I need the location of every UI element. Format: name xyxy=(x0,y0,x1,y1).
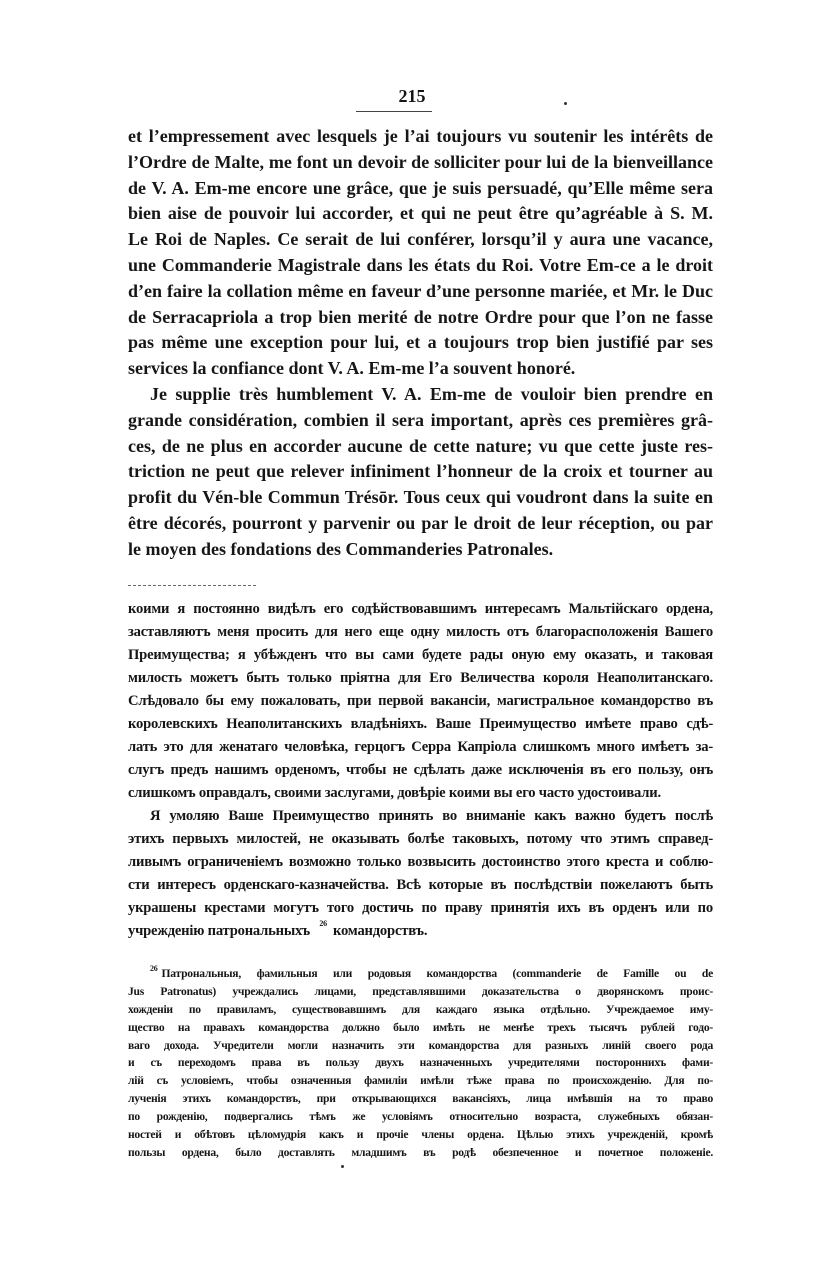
text-line: ливымъ ограниченіемъ возможно только возвысить достоинство этого креста и соблю- xyxy=(128,854,713,870)
french-text xyxy=(128,124,713,563)
text-line: украшены крестами могутъ того достичь по праву принятія ихъ въ орденъ или по xyxy=(128,900,713,916)
text-line: être décorés, pourront y parvenir ou par le droit de leur réception, ou par xyxy=(128,512,713,533)
text-line: Преимущества; я убѣжденъ что вы сами будете рады оную ему оказать, и таковая xyxy=(128,647,713,663)
footnote xyxy=(128,965,713,1162)
russian-paragraph-2 xyxy=(128,805,713,943)
print-speck xyxy=(341,1165,344,1168)
text-line: королевскихъ Неаполитанскихъ владѣніяхъ. Ваше Преимущество имѣете право сдѣ- xyxy=(128,716,713,732)
print-speck xyxy=(564,102,567,105)
french-paragraph-2 xyxy=(128,382,713,563)
russian-translation xyxy=(128,598,713,943)
french-paragraph-1 xyxy=(128,124,713,382)
line-text: командорствъ. xyxy=(332,923,428,939)
text-line: лученія этихъ командорствъ, при открывающихся вакансіяхъ, лица имѣвшія на то право xyxy=(128,1092,713,1106)
text-line: щество на правахъ командорства должно было имѣть не менѣе трехъ тысячъ рублей годо- xyxy=(128,1020,713,1034)
footnote-marker: 26 xyxy=(150,964,158,973)
text-line: et l’empressement avec lesquels je l’ai toujours vu soutenir les intérêts de xyxy=(128,126,713,146)
text-line: Я умоляю Ваше Преимущество принять во вниманіе какъ важно будетъ послѣ xyxy=(150,808,713,824)
text-line: Слѣдовало бы ему пожаловать, при первой вакансіи, магистральное командорство въ xyxy=(128,693,713,709)
text-line: этихъ первыхъ милостей, не оказывать болѣе таковыхъ, потому что этимъ справед- xyxy=(128,831,713,847)
text-line: заставляютъ меня просить для него еще одну милость отъ благорасположенія Вашего xyxy=(128,624,713,640)
text-line: сти интересъ орденскаго-казначейства. Всѣ которые въ послѣдствіи пожелаютъ быть xyxy=(128,877,713,893)
section-separator xyxy=(128,585,256,586)
text-line: Le Roi de Naples. Ce serait de lui conférer, lorsqu’il y aura une vacance, xyxy=(128,229,713,250)
footnote-reference[interactable]: 26 xyxy=(319,919,327,928)
text-line xyxy=(128,920,713,943)
text-line: services la confiance dont V. A. Em-me l’a souvent honoré. xyxy=(128,358,576,379)
page-number-rule xyxy=(356,111,432,112)
text-line: Je supplie très humblement V. A. Em-me de vouloir bien prendre en xyxy=(150,383,713,404)
text-line: de Serracapriola a trop bien merité de notre Ordre pour que l’on ne fasse xyxy=(128,306,713,327)
text-line: ностей и обѣтовъ цѣломудрія какъ и прочіе члены ордена. Цѣлью этихъ учрежденій, кромѣ xyxy=(128,1128,713,1142)
text-line: по рожденію, подвергались тѣмъ же условіямъ относительно возраста, служебныхъ обязан- xyxy=(128,1110,713,1124)
text-line: лій съ условіемъ, чтобы означенныя фамиліи имѣли тѣже права по происхожденію. Для по- xyxy=(128,1074,713,1088)
text-line: bien aise de pouvoir lui accorder, et qui ne peut être qu’agréable à S. M. xyxy=(128,203,713,224)
text-line: милость можетъ быть только пріятна для Его Величества короля Неаполитанскаго. xyxy=(128,670,713,686)
text-line xyxy=(128,965,713,983)
text-line: слишкомъ оправдалъ, своими заслугами, довѣріе коими вы его часто удостоивали. xyxy=(128,785,661,801)
text-line: и съ переходомъ права въ пользу двухъ назначенныхъ учредителями постороннихъ фами- xyxy=(128,1056,713,1070)
text-line: хожденіи по правиламъ, существовавшимъ для каждаго языка отдѣльно. Учреждаемое иму- xyxy=(128,1002,713,1016)
line-text: учрежденію патрональныхъ xyxy=(128,923,310,939)
text-line: pas même une exception pour lui, et a toujours trop bien justifié par ses xyxy=(128,332,713,353)
text-line: слугъ предъ нашимъ орденомъ, чтобы не сдѣлать даже исключенія въ его пользу, онъ xyxy=(128,762,713,778)
text-line: коими я постоянно видѣлъ его содѣйствовавшимъ интересамъ Мальтійскаго ордена, xyxy=(128,601,713,617)
page-number: 215 xyxy=(398,86,426,106)
text-line: l’Ordre de Malte, me font un devoir de solliciter pour lui de la bienveillance xyxy=(128,151,713,172)
text-line: ces, de ne plus en accorder aucune de cette nature; vu que cette juste res- xyxy=(128,435,713,456)
text-line: triction ne peut que relever infiniment l’honneur de la croix et tourner au xyxy=(128,461,713,482)
text-line: de V. A. Em-me encore une grâce, que je suis persuadé, qu’Elle même sera xyxy=(128,177,713,198)
text-line: ваго дохода. Учредители могли назначить эти командорства для разныхъ линій своего рода xyxy=(128,1038,713,1052)
text-line: le moyen des fondations des Commanderies Patronales. xyxy=(128,538,554,559)
text-line: лать это для женатаго человѣка, герцогъ Серра Капріола слишкомъ много имѣетъ за- xyxy=(128,739,713,755)
text-line: une Commanderie Magistrale dans les états du Roi. Votre Em-ce a le droit xyxy=(128,254,713,275)
text-line: d’en faire la collation même en faveur d’une personne mariée, et Mr. le Duc xyxy=(128,280,713,301)
text-line: пользы ордена, было доставлять младшимъ въ родѣ обезпеченное и почетное положеніе. xyxy=(128,1145,713,1159)
line-text: Патрональныя, фамильныя или родовыя командорства (commanderie de Famille ou de xyxy=(161,967,713,980)
text-line: profit du Vén-ble Commun Trésōr. Tous ceux qui voudront dans la suite en xyxy=(128,487,713,508)
russian-paragraph-1 xyxy=(128,598,713,805)
text-line: Jus Patronatus) учреждались лицами, представлявшими доказательства о дворянскомъ проис- xyxy=(128,984,713,998)
text-line: grande considération, combien il sera important, après ces premières grâ- xyxy=(128,409,713,430)
